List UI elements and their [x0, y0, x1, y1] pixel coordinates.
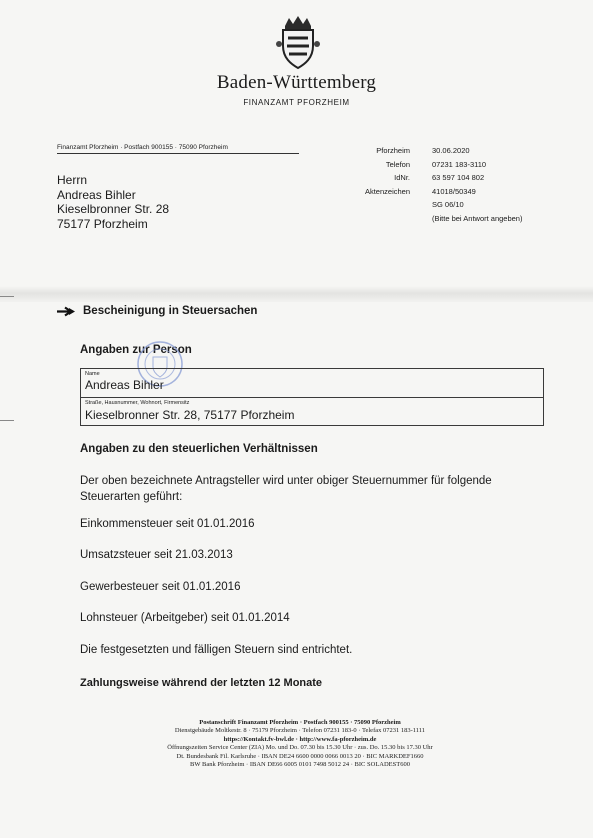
tax-type-item: Umsatzsteuer seit 21.03.2013: [80, 549, 233, 561]
footer-line: Dt. Bundesbank Fil. Karlsruhe · IBAN DE24 6600 0000 0066 0013 20 · BIC MARKDEF1660: [176, 752, 424, 760]
tax-type-item: Lohnsteuer (Arbeitgeber) seit 01.01.2014: [80, 612, 290, 624]
address-field-value: Kieselbronner Str. 28, 75177 Pforzheim: [85, 408, 295, 422]
meta-values: [432, 144, 522, 225]
footer-line: Dienstgebäude Moltkestr. 8 · 75179 Pforzheim · Telefon 07231 183-0 · Telefax 07231 183-1111: [174, 727, 426, 735]
letter-footer: [90, 719, 510, 769]
file-label: Aktenzeichen: [364, 186, 410, 196]
name-field-label: Name: [85, 371, 100, 377]
phone-number: 07231 183-3110: [432, 159, 487, 169]
footer-line: Öffnungszeiten Service Center (ZIA) Mo. und Do. 07.30 bis 15.30 Uhr · zus. Do. 15.30 bis 17.30 Uhr: [167, 744, 433, 752]
tax-type-item: Einkommensteuer seit 01.01.2016: [80, 518, 255, 530]
intro-paragraph: Der oben bezeichnete Antragsteller wird unter obiger Steuernummer für folgende Steuerarten geführt:: [80, 475, 492, 503]
letter-date: 30.06.2020: [432, 146, 470, 155]
state-name: Baden-Württemberg: [216, 72, 377, 93]
file-number: 41018/50349: [432, 186, 476, 196]
footer-line: Postanschrift Finanzamt Pforzheim · Postfach 900155 · 75090 Pforzheim: [199, 719, 401, 726]
phone-label: Telefon: [385, 159, 410, 169]
paper-fold: [0, 286, 593, 302]
box-divider: [81, 397, 543, 398]
address-field-label: Straße, Hausnummer, Wohnort, Firmensitz: [85, 400, 190, 406]
punch-mark: [0, 420, 14, 421]
tax-type-item: Gewerbesteuer seit 01.01.2016: [80, 581, 241, 593]
footer-line: BW Bank Pforzheim · IBAN DE66 6005 0101 7498 5012 24 · BIC SOLADEST600: [190, 761, 410, 769]
person-data-box: [80, 368, 544, 426]
sender-return-address: Finanzamt Pforzheim · Postfach 900155 · 75090 Pforzheim: [57, 144, 228, 151]
recipient-city: 75177 Pforzheim: [57, 216, 148, 231]
place-label: Pforzheim: [376, 146, 410, 155]
fold-mark: [0, 296, 14, 297]
name-field-value: Andreas Bihler: [85, 378, 164, 392]
coat-of-arms-icon: [275, 14, 321, 70]
recipient-address: [57, 173, 169, 231]
sender-underline: [57, 153, 299, 154]
section-person-heading: Angaben zur Person: [80, 344, 192, 356]
reference-code: SG 06/10: [432, 200, 464, 209]
meta-labels: [340, 144, 410, 198]
reference-note: (Bitte bei Antwort angeben): [432, 213, 523, 223]
footer-line: https://Kontakt.fv-bwl.de · http://www.fa-pforzheim.de: [223, 735, 377, 743]
payment-statement: Die festgesetzten und fälligen Steuern sind entrichtet.: [80, 644, 353, 656]
recipient-salutation: Herrn: [57, 173, 88, 187]
recipient-street: Kieselbronner Str. 28: [57, 202, 170, 216]
idnr-value: 63 597 104 802: [432, 173, 485, 182]
document-title: Bescheinigung in Steuersachen: [83, 305, 258, 317]
idnr-label: IdNr.: [394, 173, 410, 182]
recipient-name: Andreas Bihler: [57, 187, 136, 202]
arrow-icon: [56, 306, 76, 317]
section-payment-heading: Zahlungsweise während der letzten 12 Monate: [80, 677, 323, 689]
tax-office-name: FINANZAMT PFORZHEIM: [243, 98, 350, 107]
section-tax-heading: Angaben zu den steuerlichen Verhältnissen: [80, 443, 318, 455]
